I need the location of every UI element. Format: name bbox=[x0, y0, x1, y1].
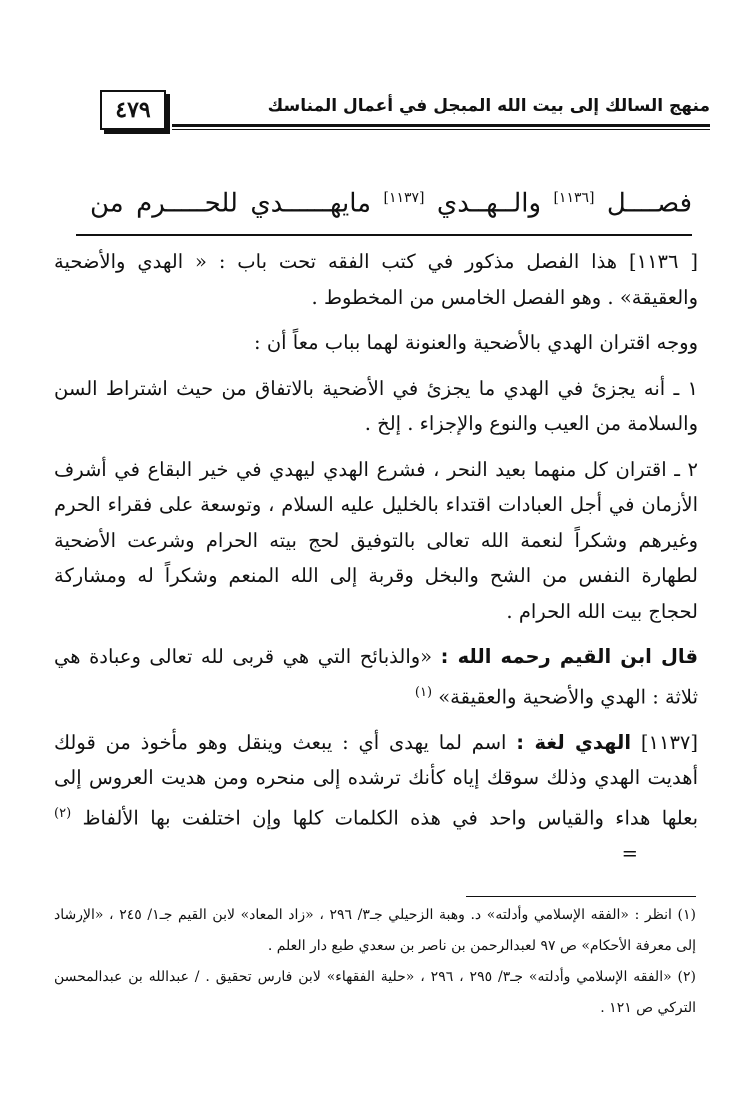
page-header bbox=[100, 88, 710, 132]
quote-text: «والذبائح التي هي قربى لله تعالى وعبادة هي ثلاثة : الهدي والأضحية والعقيقة» bbox=[54, 645, 698, 708]
body-text bbox=[54, 244, 698, 871]
footnote-2: (٢) «الفقه الإسلامي وأدلته» جـ٣/ ٢٩٥ ، ٢٩٦ ، «حلية الفقهاء» لابن فارس تحقيق . / عبدالله بن عبدالمحسن التركي ص ١٢١ . bbox=[54, 969, 696, 1016]
footnote-rule bbox=[466, 896, 696, 897]
header-rule bbox=[172, 124, 710, 127]
heading-rule bbox=[76, 234, 692, 236]
footnotes bbox=[54, 900, 696, 1024]
paragraph-point-2: ٢ ـ اقتران كل منهما بعيد النحر ، فشرع الهدي ليهدي في خير البقاع في أشرف الأزمان في أجل العبادات اقتداء بالخليل عليه السلام ، وتوسعة على فقراء الحرم وغيرهم وشكراً لنعمة الله تعالى بالتوفيق لحج بيته الحرام وشرعت الأضحية لطهارة النفس من الشح والبخل وقربة إلى الله المنعم وشكراً له ومشاركة لحجاج بيت الله الحرام . bbox=[54, 457, 698, 623]
footnote-ref-1: (١) bbox=[414, 684, 433, 700]
paragraph-point-1: ١ ـ أنه يجزئ في الهدي ما يجزئ في الأضحية بالاتفاق من حيث اشتراط السن والسلامة من العيب والنوع والإجزاء . إلخ . bbox=[54, 376, 698, 435]
heading-ref-1: [١١٣٦] bbox=[553, 190, 595, 206]
footnote-ref-2: (٢) bbox=[54, 805, 72, 821]
paragraph-quote bbox=[54, 639, 698, 715]
definition-text: اسم لما يهدى أي : يبعث وينقل وهو مأخوذ من قولك أهديت الهدي وذلك سوقك إياه كأنك ترشده إلى منحره ومن هديت العروس إلى بعلها هداء والقياس واحد في هذه الكلمات كلها وإن اختلفت بها الألفاظ bbox=[54, 730, 698, 829]
note-ref-1137: [١١٣٧] bbox=[640, 730, 699, 754]
paragraph-1136-text: هذا الفصل مذكور في كتب الفقه تحت باب : « الهدي والأضحية والعقيقة» . وهو الفصل الخامس من المخطوط . bbox=[54, 250, 698, 309]
page-number: ٤٧٩ bbox=[100, 90, 166, 130]
quote-lead: قال ابن القيم رحمه الله : bbox=[440, 645, 698, 668]
paragraph-intro: ووجه اقتران الهدي بالأضحية والعنونة لهما بباب معاً أن : bbox=[254, 331, 698, 354]
section-heading bbox=[90, 176, 692, 226]
footnote-1: (١) انظر : «الفقه الإسلامي وأدلته» د. وهبة الزحيلي جـ٣/ ٢٩٦ ، «زاد المعاد» لابن القيم جـ١/ ٢٤٥ ، «الإرشاد إلى معرفة الأحكام» ص ٩٧ لعبدالرحمن بن ناصر بن سعدي طبع دار العلم . bbox=[54, 907, 696, 954]
note-ref-1136: [ ١١٣٦] bbox=[628, 250, 698, 273]
heading-prefix: فصــــل bbox=[606, 188, 692, 219]
heading-ref-2: [١١٣٧] bbox=[383, 190, 425, 206]
heading-word-1: والــهــدي bbox=[436, 188, 542, 219]
definition-lead: الهدي لغة : bbox=[516, 730, 632, 754]
heading-rest: مايهــــــدي للحـــــرم من bbox=[90, 188, 372, 219]
continuation-mark: = bbox=[621, 841, 638, 865]
paragraph-1136 bbox=[54, 244, 698, 315]
paragraph-1137 bbox=[54, 725, 698, 872]
header-rule-thin bbox=[172, 129, 710, 130]
running-title: منهج السالك إلى بيت الله المبجل في أعمال المناسك bbox=[267, 96, 710, 116]
